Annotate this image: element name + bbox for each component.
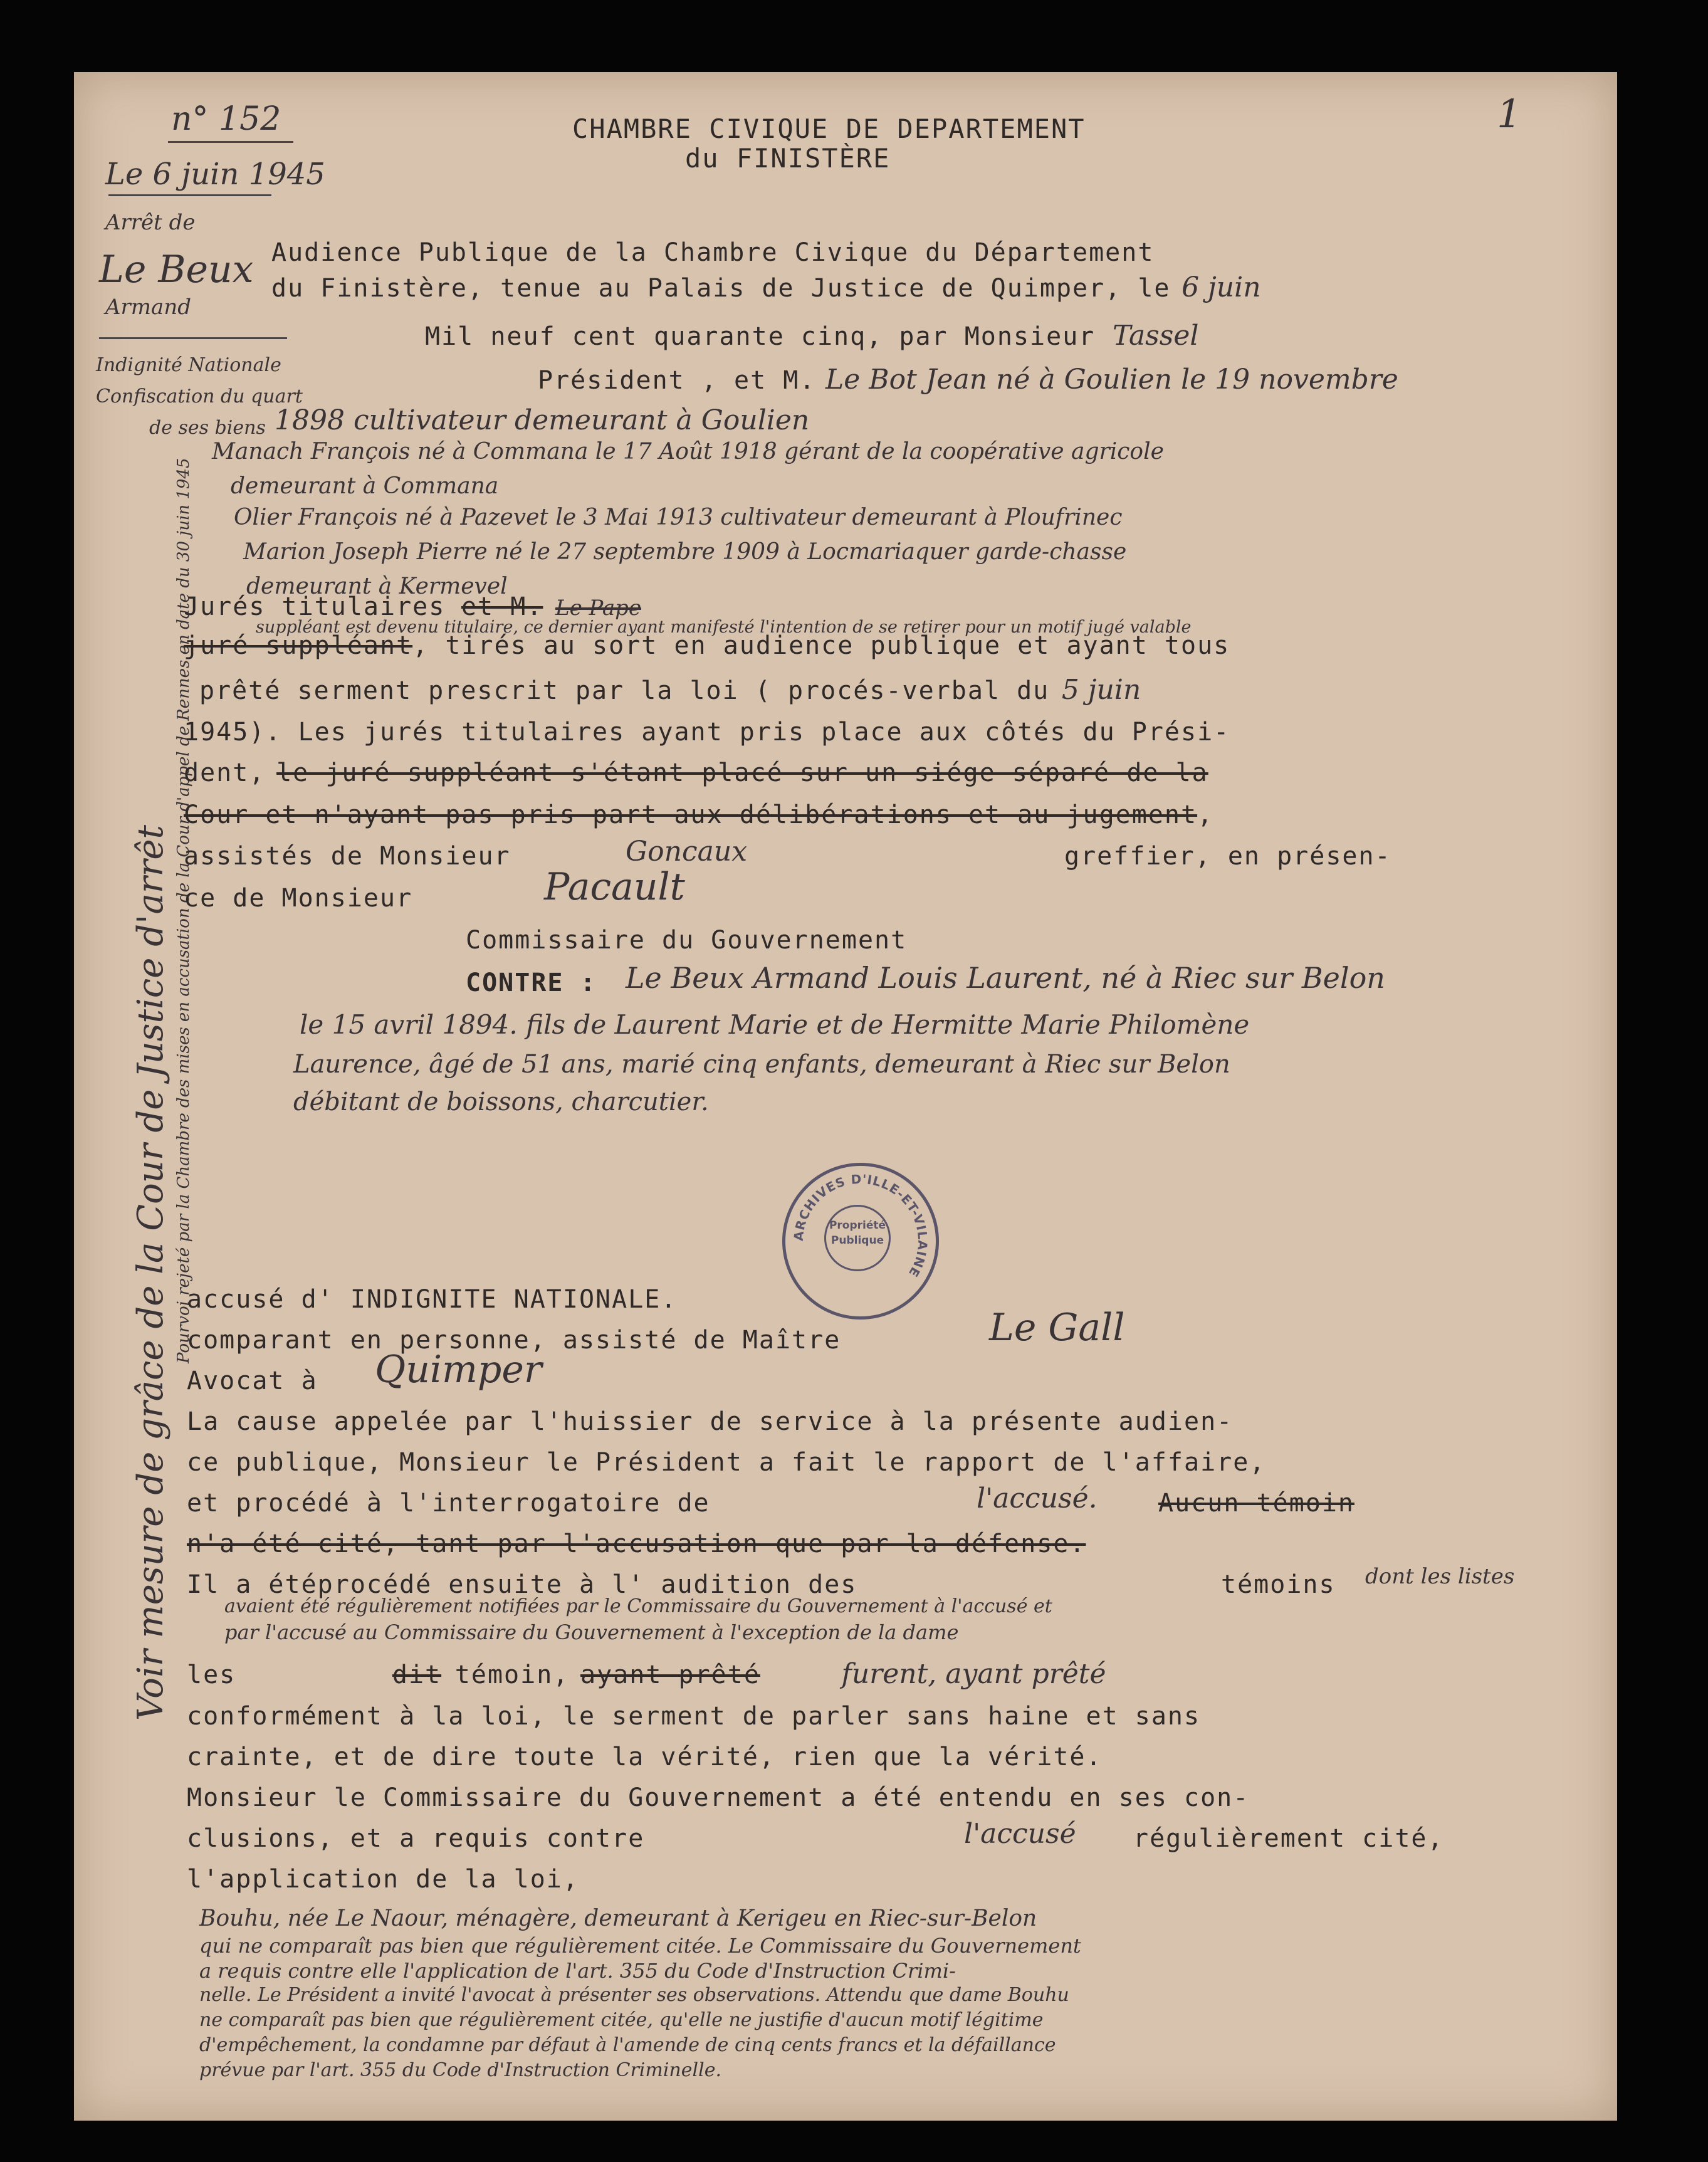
body-line-24: conformément à la loi, le serment de parler sans haine et sans	[187, 1702, 1201, 1731]
pv-date: 5 juin	[1061, 674, 1141, 706]
hand-footer-line-7: prévue par l'art. 355 du Code d'Instruction Criminelle.	[199, 2059, 721, 2081]
body-line-23	[187, 1658, 1106, 1690]
hand-juror-line-1: 1898 cultivateur demeurant à Goulien	[275, 404, 810, 436]
hand-juror-line-7: suppléant est devenu titulaire, ce dernier ayant manifesté l'intention de se retirer pour un motif jugé valable	[256, 617, 1192, 637]
margin-confiscation: Confiscation du quart	[96, 386, 303, 407]
stamp-center	[824, 1205, 891, 1271]
header-line2: du FINISTÈRE	[685, 143, 891, 174]
page-number: 1	[1497, 91, 1522, 137]
hand-footer-line-6: d'empêchement, la condamne par défaut à l'amende de cinq cents francs et la défaillance	[199, 2034, 1056, 2056]
margin-name: Le Beux	[99, 248, 254, 291]
body-line-10	[184, 800, 1213, 829]
body-line-16: comparant en personne, assisté de Maître	[187, 1326, 841, 1355]
body-line-4-text: Président , et M.	[538, 366, 816, 395]
body-line-4	[538, 364, 1398, 396]
stamp-ring-text: ARCHIVES D'ILLE-ET-VILAINE	[790, 1171, 931, 1281]
body-line-2-text: du Finistère, tenue au Palais de Justice de Quimper, le	[271, 274, 1171, 303]
body-line-25: crainte, et de dire toute la vérité, rien que la vérité.	[187, 1743, 1103, 1771]
document-number: n° 152	[171, 100, 281, 138]
body-line-14: CONTRE :	[466, 968, 597, 997]
body-line-15: accusé d' INDIGNITE NATIONALE.	[187, 1285, 678, 1314]
stamp-center-line2: Publique	[830, 1234, 884, 1247]
hearing-date: 6 juin	[1181, 271, 1261, 303]
number-underline	[168, 141, 293, 143]
margin-arret-de: Arrêt de	[105, 210, 196, 235]
body-line-13: Commissaire du Gouvernement	[466, 926, 908, 955]
body-line-22-hand: dont les listes	[1365, 1564, 1515, 1589]
body-line-10-strike: Cour et n'ayant pas pris part aux délibérations et au jugement	[184, 800, 1198, 829]
body-line-6	[184, 631, 1230, 660]
hand-juror-line-5: Marion Joseph Pierre né le 27 septembre 1909 à Locmariaquer garde-chasse	[243, 539, 1127, 565]
body-line-3	[425, 320, 1198, 352]
hand-witness-line-2: par l'accusé au Commissaire du Gouvernement à l'exception de la dame	[224, 1620, 959, 1644]
body-line-6-text: , tirés au sort en audience publique et ayant tous	[412, 631, 1230, 660]
body-line-7	[199, 674, 1141, 706]
body-line-23-hand: furent, ayant prêté	[841, 1658, 1106, 1690]
hand-footer-line-5: ne comparaît pas bien que régulièrement citée, qu'elle ne justifie d'aucun motif légitime	[199, 2009, 1044, 2031]
archives-stamp	[782, 1163, 939, 1320]
accused-line-4: débitant de boissons, charcutier.	[293, 1088, 709, 1116]
body-line-27: clusions, et a requis contre	[187, 1824, 645, 1853]
body-line-26: Monsieur le Commissaire du Gouvernement a été entendu en ses con-	[187, 1783, 1250, 1812]
body-line-21: n'a été cité, tant par l'accusation que par la défense.	[187, 1530, 1086, 1558]
body-line-12: ce de Monsieur	[184, 884, 413, 913]
body-line-27-hand: l'accusé	[964, 1818, 1076, 1850]
body-line-23-strike2: ayant prêté	[580, 1661, 760, 1689]
margin-biens: de ses biens	[149, 417, 266, 439]
body-line-20: et procédé à l'interrogatoire de	[187, 1489, 710, 1518]
accused-name: Le Beux Armand Louis Laurent, né à Riec sur Belon	[626, 961, 1385, 995]
body-line-6-strike: juré suppléant	[184, 631, 413, 660]
body-line-20-strike: Aucun témoin	[1158, 1489, 1354, 1518]
body-line-18: La cause appelée par l'huissier de service à la présente audien-	[187, 1407, 1234, 1436]
body-line-2	[271, 271, 1261, 303]
body-line-23-text: les	[187, 1661, 236, 1689]
hand-juror-line-2: Manach François né à Commana le 17 Août 1918 gérant de la coopérative agricole	[212, 439, 1164, 464]
body-line-9-text: dent,	[184, 758, 266, 787]
juror-1: Le Bot Jean né à Goulien le 19 novembre	[825, 364, 1398, 396]
margin-rule	[99, 337, 287, 339]
body-line-20-hand: l'accusé.	[977, 1482, 1098, 1514]
body-line-7-text: prêté serment prescrit par la loi ( procés-verbal du	[199, 676, 1050, 705]
hand-footer-line-3: a requis contre elle l'application de l'art. 355 du Code d'Instruction Crimi-	[199, 1959, 956, 1983]
hand-juror-line-3: demeurant à Commana	[231, 473, 499, 499]
body-line-5-hand: Le Pape	[555, 596, 642, 621]
header-line1: CHAMBRE CIVIQUE DE DEPARTEMENT	[572, 113, 1086, 144]
document-page	[74, 72, 1617, 2121]
body-line-5-text: Jurés titulaires	[184, 592, 446, 621]
greffier-name: Goncaux	[626, 836, 748, 868]
body-line-3-text: Mil neuf cent quarante cinq, par Monsieur	[425, 322, 1096, 351]
body-line-23-mid: témoin,	[454, 1661, 570, 1689]
avocat-name: Le Gall	[989, 1306, 1125, 1350]
body-line-23-strike1: dit	[392, 1661, 442, 1689]
body-line-1: Audience Publique de la Chambre Civique du Département	[271, 238, 1155, 267]
accused-line-3: Laurence, âgé de 51 ans, marié cinq enfants, demeurant à Riec sur Belon	[293, 1050, 1230, 1079]
body-line-27-end: régulièrement cité,	[1133, 1824, 1444, 1853]
body-line-9-strike: le juré suppléant s'étant placé sur un siége séparé de la	[276, 758, 1208, 787]
accused-line-2: le 15 avril 1894. fils de Laurent Marie et de Hermitte Marie Philomène	[300, 1009, 1250, 1040]
body-line-5	[184, 592, 641, 621]
body-line-22: Il a étéprocédé ensuite à l' audition des	[187, 1570, 857, 1599]
body-line-19: ce publique, Monsieur le Président a fait le rapport de l'affaire,	[187, 1448, 1266, 1477]
hand-juror-line-4: Olier François né à Pazevet le 3 Mai 1913 cultivateur demeurant à Ploufrinec	[234, 505, 1123, 530]
body-line-9	[184, 758, 1208, 787]
margin-charge: Indignité Nationale	[96, 354, 281, 376]
president-name: Tassel	[1113, 320, 1199, 352]
hand-juror-line-6: demeurant à Kermevel	[246, 574, 508, 599]
body-line-22-mid: témoins	[1221, 1570, 1336, 1599]
commissaire-name: Pacault	[544, 865, 685, 909]
body-line-11-end: greffier, en présen-	[1064, 842, 1391, 871]
body-line-28: l'application de la loi,	[187, 1865, 579, 1894]
margin-date: Le 6 juin 1945	[105, 157, 325, 192]
body-line-5-strike: et M.	[461, 592, 543, 621]
margin-date-underline	[108, 194, 271, 196]
avocat-city: Quimper	[375, 1348, 542, 1392]
body-line-10-end: ,	[1197, 800, 1214, 829]
hand-witness-line-1: avaient été régulièrement notifiées par le Commissaire du Gouvernement à l'accusé et	[224, 1595, 1052, 1617]
margin-vertical-note1: Pourvoi rejeté par la Chambre des mises en accusation de la Cour d'appel de Rennes en date du 30 juin 1945	[174, 458, 193, 1363]
margin-vertical-note2: Voir mesure de grâce de la Cour de Justice d'arrêt	[130, 824, 171, 1721]
margin-firstname: Armand	[105, 295, 191, 320]
body-line-17: Avocat à	[187, 1367, 318, 1395]
body-line-11: assistés de Monsieur	[184, 842, 511, 871]
hand-footer-line-1: Bouhu, née Le Naour, ménagère, demeurant à Kerigeu en Riec-sur-Belon	[199, 1906, 1037, 1931]
hand-footer-line-4: nelle. Le Président a invité l'avocat à présenter ses observations. Attendu que dame Bouhu	[199, 1984, 1069, 2006]
stamp-center-line1: Propriété	[829, 1219, 886, 1232]
body-line-8: 1945). Les jurés titulaires ayant pris place aux côtés du Prési-	[184, 718, 1230, 747]
hand-footer-line-2: qui ne comparaît pas bien que régulièrement citée. Le Commissaire du Gouvernement	[199, 1934, 1081, 1958]
